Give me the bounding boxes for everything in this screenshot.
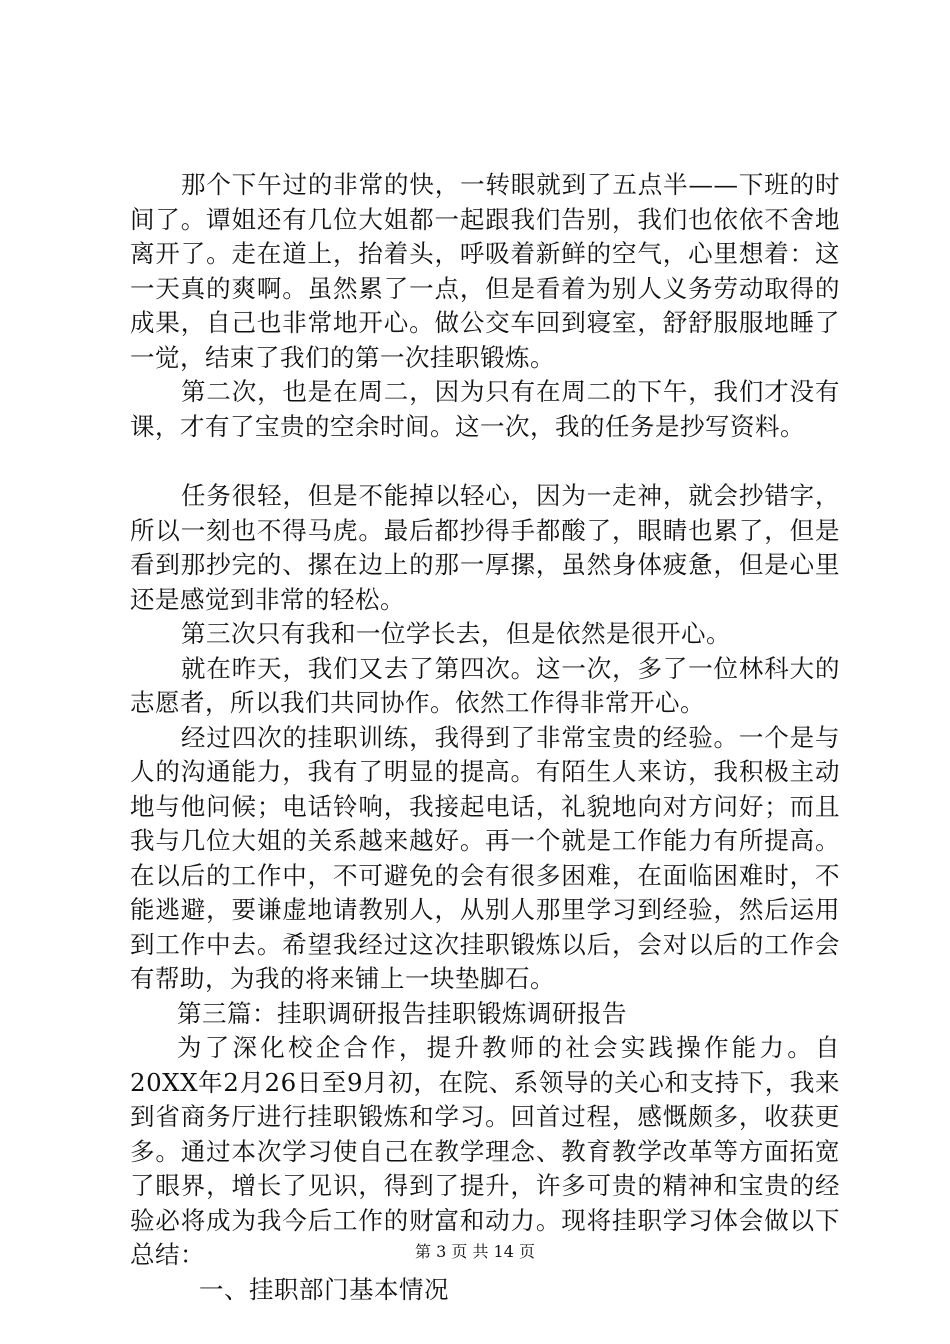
section-title-third-article: 第三篇：挂职调研报告挂职锻炼调研报告 — [177, 998, 627, 1028]
paragraph-copying-task: 任务很轻，但是不能掉以轻心，因为一走神，就会抄错字，所以一刻也不得马虎。最后都抄得手都酸了，眼睛也累了，但是看到那抄完的、摞在边上的那一厚摞，虽然身体疲惫，但是心里还是感觉到非常的轻松。 — [130, 481, 840, 614]
page-footer: 第 3 页 共 14 页 — [415, 1242, 535, 1261]
paragraph-experience: 经过四次的挂职训练，我得到了非常宝贵的经验。一个是与人的沟通能力，我有了明显的提高。有陌生人来访，我积极主动地与他问候；电话铃响，我接起电话，礼貌地向对方问好；而且我与几位大姐的关系越来越好。再一个就是工作能力有所提高。在以后的工作中，不可避免的会有很多困难，在面临困难时，不能逃避，要谦虚地请教别人，从别人那里学习到经验，然后运用到工作中去。希望我经过这次挂职锻炼以后，会对以后的工作会有帮助，为我的将来铺上一块垫脚石。 — [130, 722, 840, 993]
paragraph-afternoon: 那个下午过的非常的快，一转眼就到了五点半——下班的时间了。谭姐还有几位大姐都一起跟我们告别，我们也依依不舍地离开了。走在道上，抬着头，呼吸着新鲜的空气，心里想着：这一天真的爽啊。虽然累了一点，但是看着为别人义务劳动取得的成果，自己也非常地开心。做公交车回到寝室，舒舒服服地睡了一觉，结束了我们的第一次挂职锻炼。 — [130, 170, 840, 372]
paragraph-second-visit: 第二次，也是在周二，因为只有在周二的下午，我们才没有课，才有了宝贵的空余时间。这一次，我的任务是抄写资料。 — [130, 377, 840, 441]
section-heading-department-overview: 一、挂职部门基本情况 — [199, 1274, 449, 1304]
paragraph-report-intro: 为了深化校企合作，提升教师的社会实践操作能力。自20XX年2月26日至9月初，在院、系领导的关心和支持下，我来到省商务厅进行挂职锻炼和学习。回首过程，感慨颇多，收获更多。通过本次学习使自己在教学理念、教育教学改革等方面拓宽了眼界，增长了见识，得到了提升，许多可贵的精神和宝贵的经验必将成为我今后工作的财富和动力。现将挂职学习体会做以下总结： — [130, 1033, 840, 1269]
paragraph-third-visit: 第三次只有我和一位学长去，但是依然是很开心。 — [181, 619, 731, 648]
paragraph-fourth-visit: 就在昨天，我们又去了第四次。这一次，多了一位林科大的志愿者，所以我们共同协作。依然工作得非常开心。 — [130, 653, 840, 717]
document-body — [130, 168, 840, 1307]
